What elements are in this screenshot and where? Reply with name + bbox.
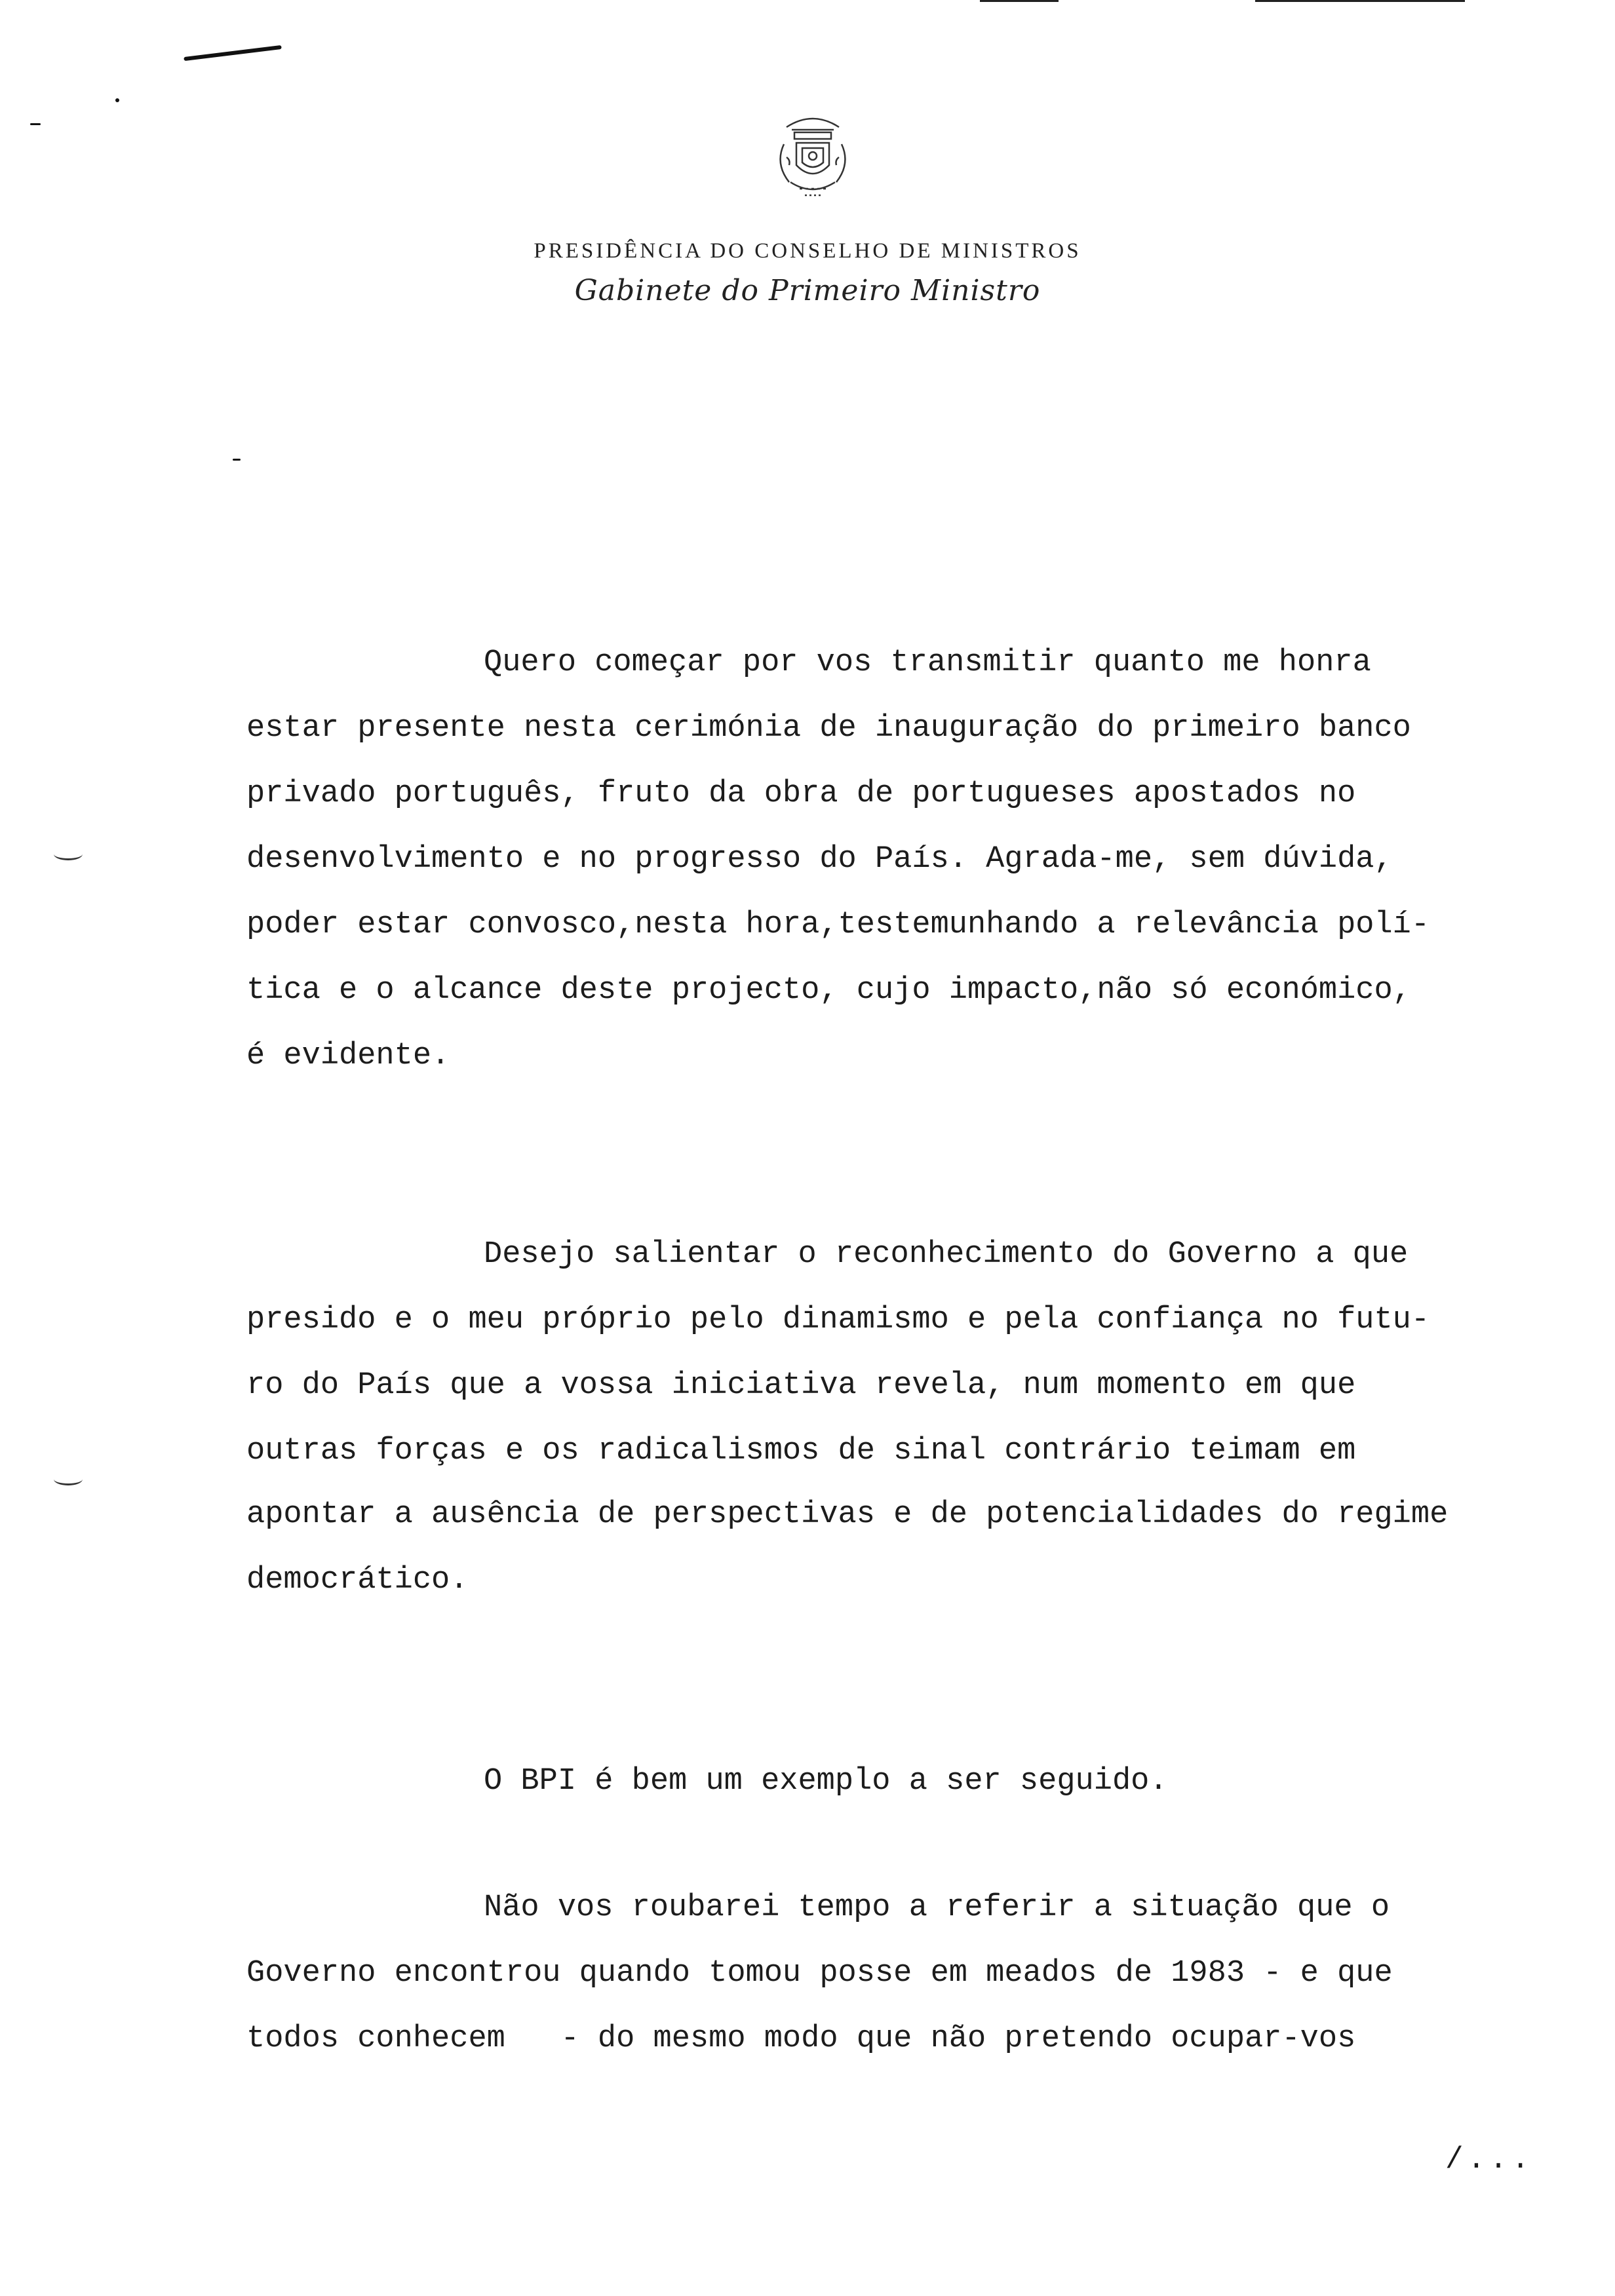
text-line: democrático. (246, 1563, 469, 1598)
text-line: ro do País que a vossa iniciativa revela, num momento em que (246, 1368, 1356, 1403)
text-line: privado português, fruto da obra de portugueses apostados no (246, 776, 1356, 811)
text-line: tica e o alcance deste projecto, cujo impacto,não só económico, (246, 973, 1411, 1008)
text-line: presido e o meu próprio pelo dinamismo e pela confiança no futu- (246, 1303, 1430, 1337)
text-line: Desejo salientar o reconhecimento do Governo a que (484, 1237, 1409, 1272)
scan-edge-line (1255, 0, 1465, 2)
text-line: estar presente nesta cerimónia de inauguração do primeiro banco (246, 711, 1411, 746)
cabinet-subheading: Gabinete do Primeiro Ministro (574, 274, 1041, 307)
text-line: é evidente. (246, 1039, 450, 1073)
scan-edge-line (980, 0, 1059, 2)
margin-tick (54, 1473, 83, 1485)
text-line: Não vos roubarei tempo a referir a situação que o (484, 1890, 1390, 1925)
margin-tick (54, 848, 83, 860)
text-line: O BPI é bem um exemplo a ser seguido. (484, 1764, 1168, 1799)
text-line: outras forças e os radicalismos de sinal contrário teimam em (246, 1434, 1356, 1468)
text-line: Quero começar por vos transmitir quanto me honra (484, 645, 1371, 680)
coat-of-arms-seal-icon (760, 105, 865, 210)
text-line: apontar a ausência de perspectivas e de potencialidades do regime (246, 1497, 1449, 1532)
scan-speck (30, 123, 41, 125)
page-continuation-mark: /... (1445, 2143, 1534, 2177)
scan-speck (115, 98, 119, 102)
handwritten-mark (184, 45, 282, 61)
text-line: poder estar convosco,nesta hora,testemunhando a relevância polí- (246, 908, 1430, 942)
scan-speck (233, 459, 241, 461)
text-line: Governo encontrou quando tomou posse em meados de 1983 - e que (246, 1956, 1393, 1991)
text-line: desenvolvimento e no progresso do País. Agrada-me, sem dúvida, (246, 842, 1393, 877)
organization-heading: PRESIDÊNCIA DO CONSELHO DE MINISTROS (534, 239, 1081, 263)
text-line: todos conhecem - do mesmo modo que não pretendo ocupar-vos (246, 2021, 1356, 2056)
